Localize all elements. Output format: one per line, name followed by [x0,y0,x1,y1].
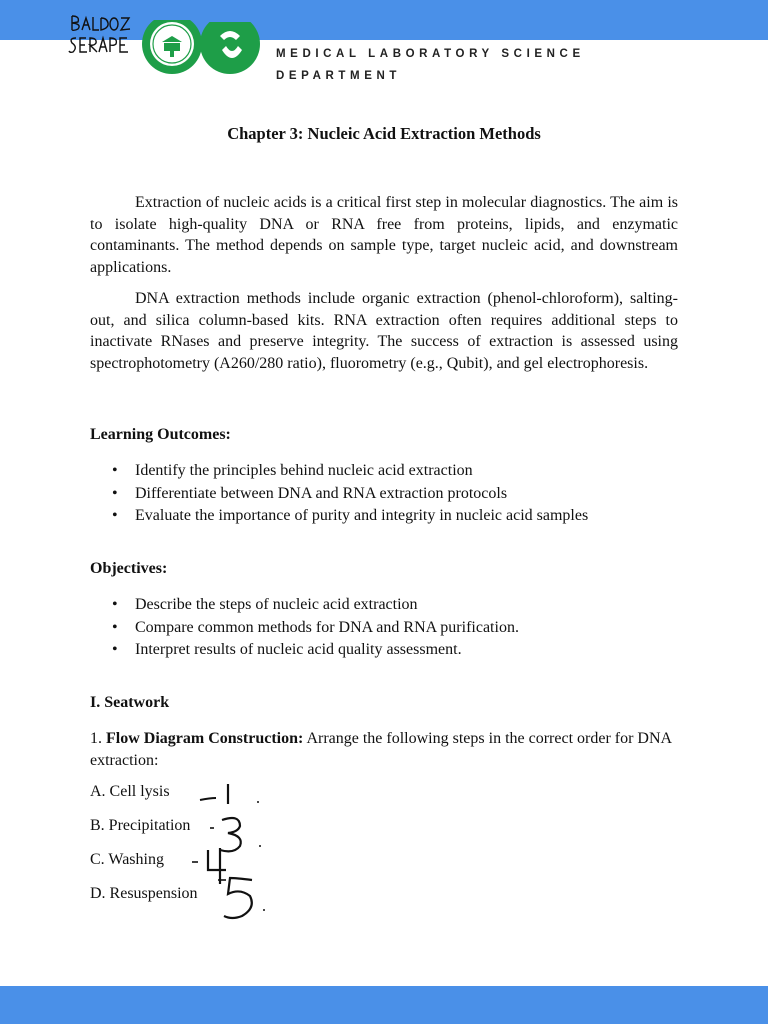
list-item-text: Differentiate between DNA and RNA extraction protocols [135,484,508,502]
list-item [90,617,519,640]
handwritten-answers [190,770,290,930]
chapter-title: Chapter 3: Nucleic Acid Extraction Methods [227,124,541,143]
university-seal-logo [140,20,204,74]
question-number: 1. [90,730,102,747]
objectives-list [90,594,519,662]
list-item [90,639,519,662]
bullet-icon: • [112,462,118,479]
bullet-icon: • [112,641,118,658]
list-item [90,460,588,483]
seatwork-question [90,728,680,772]
list-item [90,594,519,617]
list-item-text: Identify the principles behind nucleic acid extraction [135,462,473,479]
department-logo [198,22,260,74]
question-title: Flow Diagram Construction: [106,730,304,747]
option-resuspension: D. Resuspension [90,885,198,902]
bullet-icon: • [112,618,118,636]
question-text: Arrange the following steps in the correct order for DNA extraction: [90,730,672,769]
list-item-text: Describe the steps of nucleic acid extraction [135,596,418,613]
intro-paragraph: Extraction of nucleic acids is a critical first step in molecular diagnostics. The aim is to isolate high-quality DNA or RNA free from proteins, lipids, and enzymatic contaminants. The method depends on sample type, target nucleic acid, and downstream applications. [90,194,678,276]
bullet-icon: • [112,596,118,613]
seatwork-heading: I. Seatwork [90,694,170,711]
list-item-text: Interpret results of nucleic acid quality assessment. [135,641,462,658]
department-name: MEDICAL LABORATORY SCIENCE [276,48,585,60]
bottom-bar [0,986,768,1024]
objectives-heading: Objectives: [90,560,168,577]
bullet-icon: • [112,484,118,502]
learning-outcomes-list [90,460,588,528]
list-item [90,483,588,506]
list-item-text: Compare common methods for DNA and RNA purification. [135,618,519,636]
bullet-icon: • [112,507,118,524]
option-cell-lysis: A. Cell lysis [90,783,170,800]
list-item-text: Evaluate the importance of purity and integrity in nucleic acid samples [135,507,589,524]
department-label: DEPARTMENT [276,70,402,82]
methods-paragraph: DNA extraction methods include organic extraction (phenol-chloroform), salting-out, and silica column-based kits. RNA extraction often requires additional steps to inactivate RNases and preserve integrity. The success of extraction is assessed using spectrophotometry (A260/280 ratio), fluorometry (e.g., Qubit), and gel electrophoresis. [90,290,678,372]
learning-outcomes-heading: Learning Outcomes: [90,426,231,443]
handwritten-signature [66,8,146,58]
option-washing: C. Washing [90,851,164,868]
option-precipitation: B. Precipitation [90,817,191,834]
list-item [90,505,588,528]
